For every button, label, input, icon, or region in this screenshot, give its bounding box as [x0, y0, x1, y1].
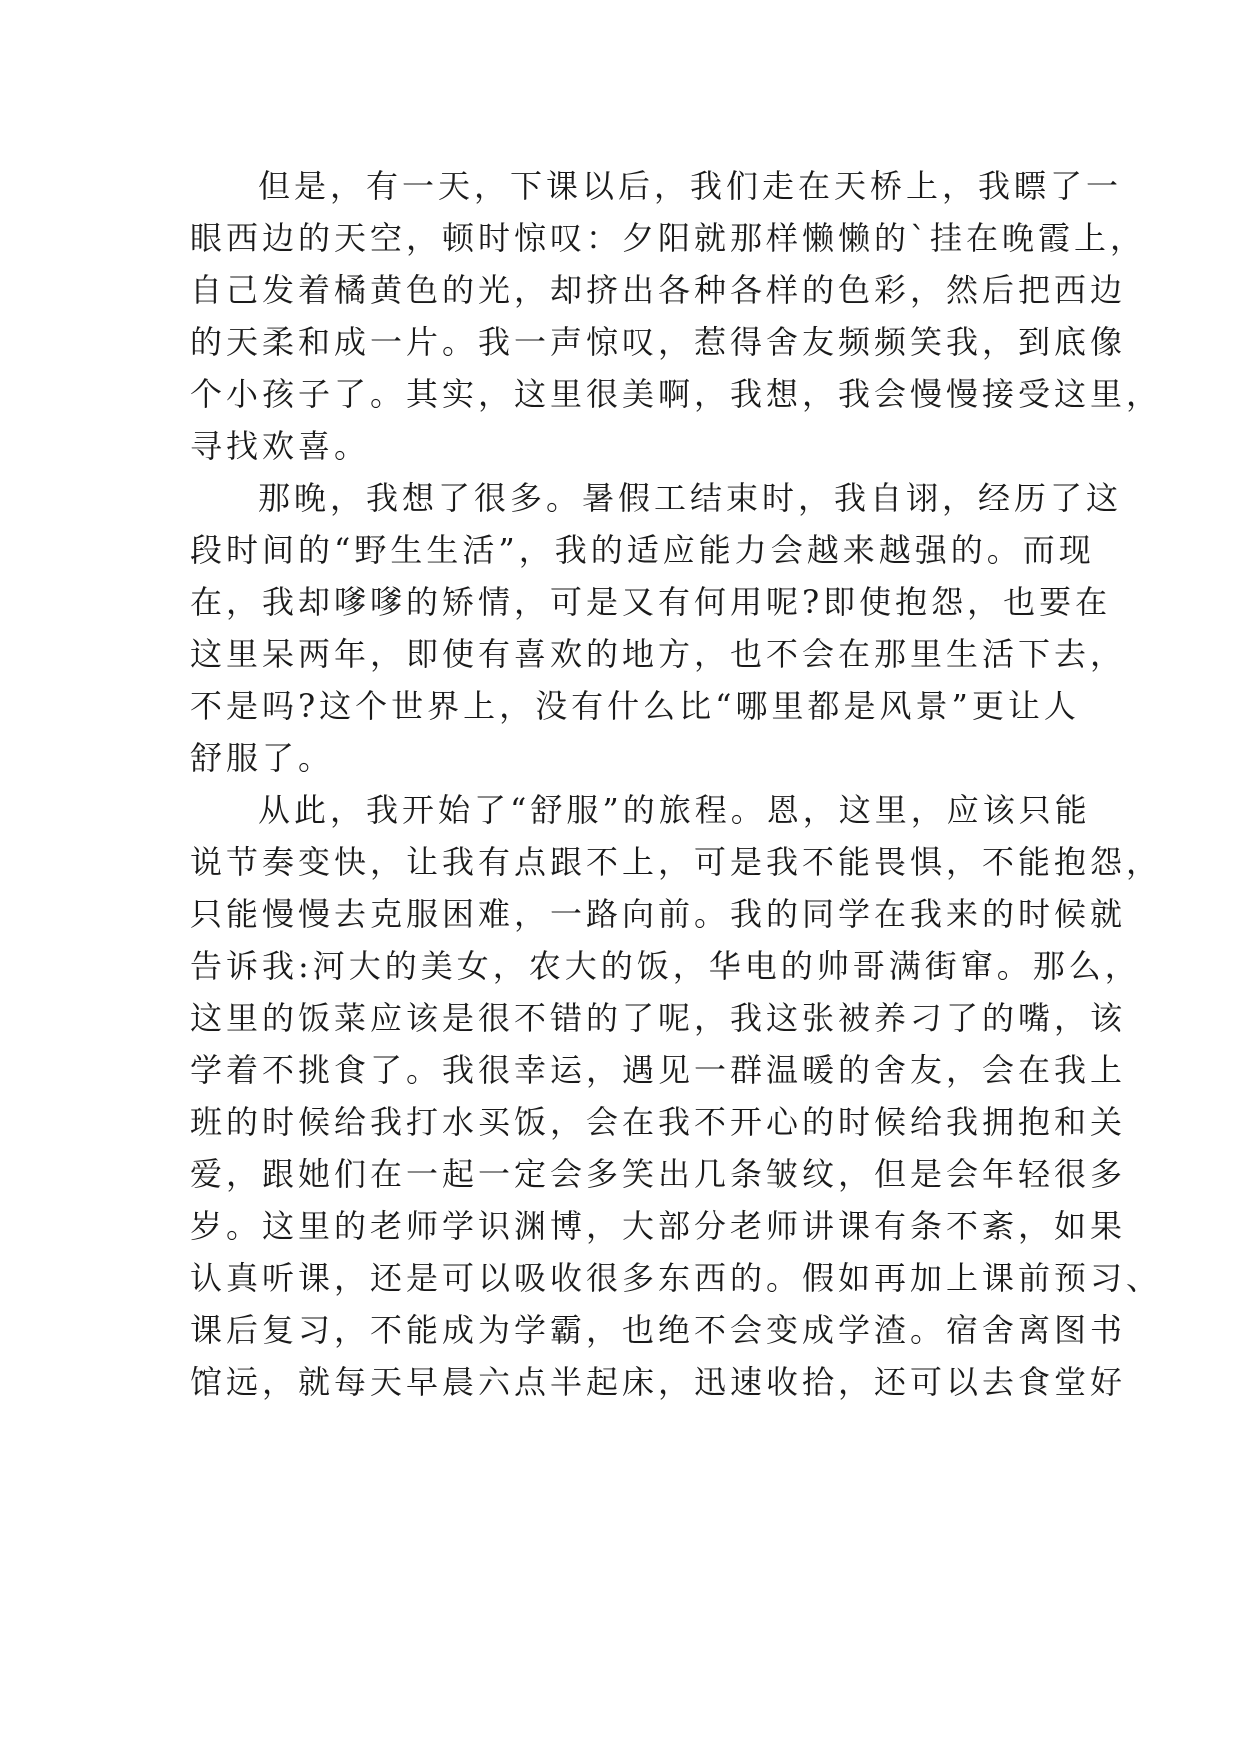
paragraph-line: 这里呆两年，即使有喜欢的地方，也不会在那里生活下去， [190, 635, 1127, 673]
paragraph-line: 在，我却嗲嗲的矫情，可是又有何用呢?即使抱怨，也要在 [190, 583, 1112, 621]
paragraph-line: 舒服了。 [190, 739, 335, 777]
paragraph-line: 认真听课，还是可以吸收很多东西的。假如再加上课前预习、 [190, 1259, 1163, 1297]
paragraph-line: 段时间的“野生生活”，我的适应能力会越来越强的。而现 [190, 531, 1095, 569]
paragraph-3 [190, 784, 1163, 1408]
paragraph-line: 那晚，我想了很多。暑假工结束时，我自诩，经历了这 [258, 479, 1123, 517]
paragraph-line: 不是吗?这个世界上，没有什么比“哪里都是风景”更让人 [190, 687, 1080, 725]
paragraph-1 [190, 160, 1163, 472]
paragraph-line: 的天柔和成一片。我一声惊叹，惹得舍友频频笑我，到底像 [190, 323, 1127, 361]
essay-body [190, 160, 1163, 1408]
paragraph-line: 个小孩子了。其实，这里很美啊，我想，我会慢慢接受这里， [190, 375, 1163, 413]
paragraph-line: 但是，有一天，下课以后，我们走在天桥上，我瞟了一 [258, 167, 1123, 205]
paragraph-line: 从此，我开始了“舒服”的旅程。恩，这里，应该只能 [258, 791, 1091, 829]
paragraph-line: 学着不挑食了。我很幸运，遇见一群温暖的舍友，会在我上 [190, 1051, 1127, 1089]
paragraph-line: 说节奏变快，让我有点跟不上，可是我不能畏惧，不能抱怨， [190, 843, 1163, 881]
paragraph-line: 班的时候给我打水买饭，会在我不开心的时候给我拥抱和关 [190, 1103, 1127, 1141]
paragraph-line: 自己发着橘黄色的光，却挤出各种各样的色彩，然后把西边 [190, 271, 1127, 309]
paragraph-line: 课后复习，不能成为学霸，也绝不会变成学渣。宿舍离图书 [190, 1311, 1127, 1349]
paragraph-line: 眼西边的天空，顿时惊叹：夕阳就那样懒懒的`挂在晚霞上， [190, 219, 1147, 257]
paragraph-line: 岁。这里的老师学识渊博，大部分老师讲课有条不紊，如果 [190, 1207, 1127, 1245]
paragraph-line: 爱，跟她们在一起一定会多笑出几条皱纹，但是会年轻很多 [190, 1155, 1127, 1193]
paragraph-line: 告诉我:河大的美女，农大的饭，华电的帅哥满街窜。那么， [190, 947, 1141, 985]
paragraph-2 [190, 472, 1127, 784]
paragraph-line: 只能慢慢去克服困难，一路向前。我的同学在我来的时候就 [190, 895, 1127, 933]
paragraph-line: 馆远，就每天早晨六点半起床，迅速收拾，还可以去食堂好 [190, 1363, 1127, 1401]
paragraph-line: 这里的饭菜应该是很不错的了呢，我这张被养刁了的嘴，该 [190, 999, 1127, 1037]
paragraph-line: 寻找欢喜。 [190, 427, 371, 465]
